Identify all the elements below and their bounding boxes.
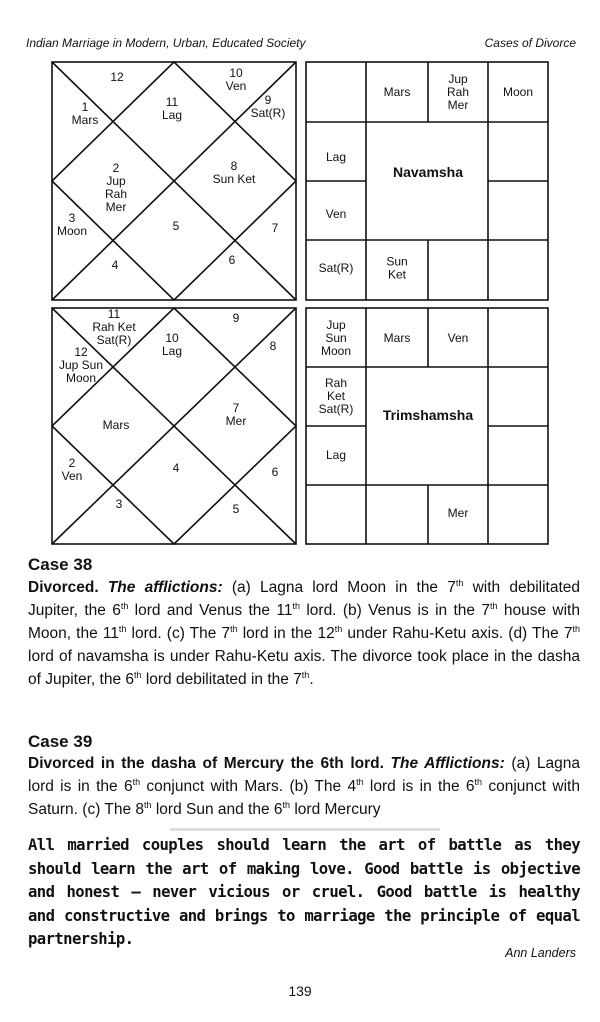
house-label: 6 xyxy=(228,253,236,267)
house-label: 1 Mars xyxy=(71,100,99,127)
house-label: 3 Moon xyxy=(56,211,88,238)
house-label: 10 Lag xyxy=(161,331,183,358)
divider xyxy=(170,828,440,831)
running-header-right: Cases of Divorce xyxy=(484,36,576,50)
case-38-title: Case 38 xyxy=(28,555,93,574)
page-number: 139 xyxy=(288,983,312,999)
case-38-lead: Divorced. xyxy=(28,579,99,596)
house-label: 6 xyxy=(271,465,279,479)
house-label: 2 Ven xyxy=(61,456,83,483)
house-label: Mars xyxy=(102,418,130,432)
cell-label: Sat(R) xyxy=(318,261,354,275)
cell-label: Jup Sun Moon xyxy=(320,318,352,358)
house-label: 10 Ven xyxy=(225,66,247,93)
cell-label: Lag xyxy=(325,448,347,462)
cell-label: Mer xyxy=(447,506,469,520)
house-label: 12 Jup Sun Moon xyxy=(58,345,104,385)
cell-label: Mars xyxy=(383,331,411,345)
house-label: 9 Sat(R) xyxy=(250,93,286,120)
cell-label: Jup Rah Mer xyxy=(446,72,470,112)
house-label: 4 xyxy=(172,461,180,475)
case-39-title: Case 39 xyxy=(28,732,93,751)
case-39-body: (a) Lagna lord is in the 6th conjunct with Mars. (b) The 4th lord is in the 6th conjunct with Saturn. (c) The 8th lord Sun and the 6th lord Mercury xyxy=(28,755,580,818)
house-label: 5 xyxy=(172,219,180,233)
house-label: 9 xyxy=(232,311,240,325)
case-38-lead-italic: The afflictions: xyxy=(107,579,223,596)
case-38-body: (a) Lagna lord Moon in the 7th with debilitated Jupiter, the 6th lord and Venus the 11th lord. (b) Venus is in the 7th house with Moon, the 11th lord. (c) The 7th lord in the 12th under Rahu-Ketu axis. (d) The 7th lord of navamsha is under Rahu-Ketu axis. The divorce took place in the dasha of Jupiter, the 6th lord debilitated in the 7th. xyxy=(28,577,580,688)
case-38-text xyxy=(28,576,580,691)
house-label: 4 xyxy=(111,258,119,272)
quote-author: Ann Landers xyxy=(505,946,576,960)
case-39-lead: Divorced in the dasha of Mercury the 6th lord. xyxy=(28,755,384,772)
house-label: 8 xyxy=(269,339,277,353)
house-label: 5 xyxy=(232,502,240,516)
cell-label: Moon xyxy=(502,85,534,99)
case-39-text xyxy=(28,752,580,821)
chart-title: Navamsha xyxy=(392,164,464,180)
cell-label: Rah Ket Sat(R) xyxy=(318,376,354,416)
cell-label: Sun Ket xyxy=(386,254,408,282)
house-label: 12 xyxy=(110,70,124,84)
cell-label: Lag xyxy=(325,150,347,164)
house-label: 7 Mer xyxy=(225,401,247,428)
cell-label: Mars xyxy=(383,85,411,99)
house-label: 7 xyxy=(271,221,279,235)
house-label: 2 Jup Rah Mer xyxy=(104,161,128,214)
cell-label: Ven xyxy=(325,207,347,221)
house-label: 8 Sun Ket xyxy=(212,159,256,186)
house-label: 11 Lag xyxy=(161,95,183,122)
house-label: 3 xyxy=(115,497,123,511)
case-39-lead-italic: The Afflictions: xyxy=(390,755,505,772)
running-header-left: Indian Marriage in Modern, Urban, Educated Society xyxy=(26,36,306,50)
house-label: 11 Rah Ket Sat(R) xyxy=(92,307,136,347)
cell-label: Ven xyxy=(447,331,469,345)
chart-title: Trimshamsha xyxy=(382,407,474,423)
epigraph-quote: All married couples should learn the art of battle as they should learn the art of making love. Good battle is objective and honest – never vicious or cruel. Good battle is healthy and constructive and brings to marriage the principle of equal partnership. xyxy=(28,836,580,948)
